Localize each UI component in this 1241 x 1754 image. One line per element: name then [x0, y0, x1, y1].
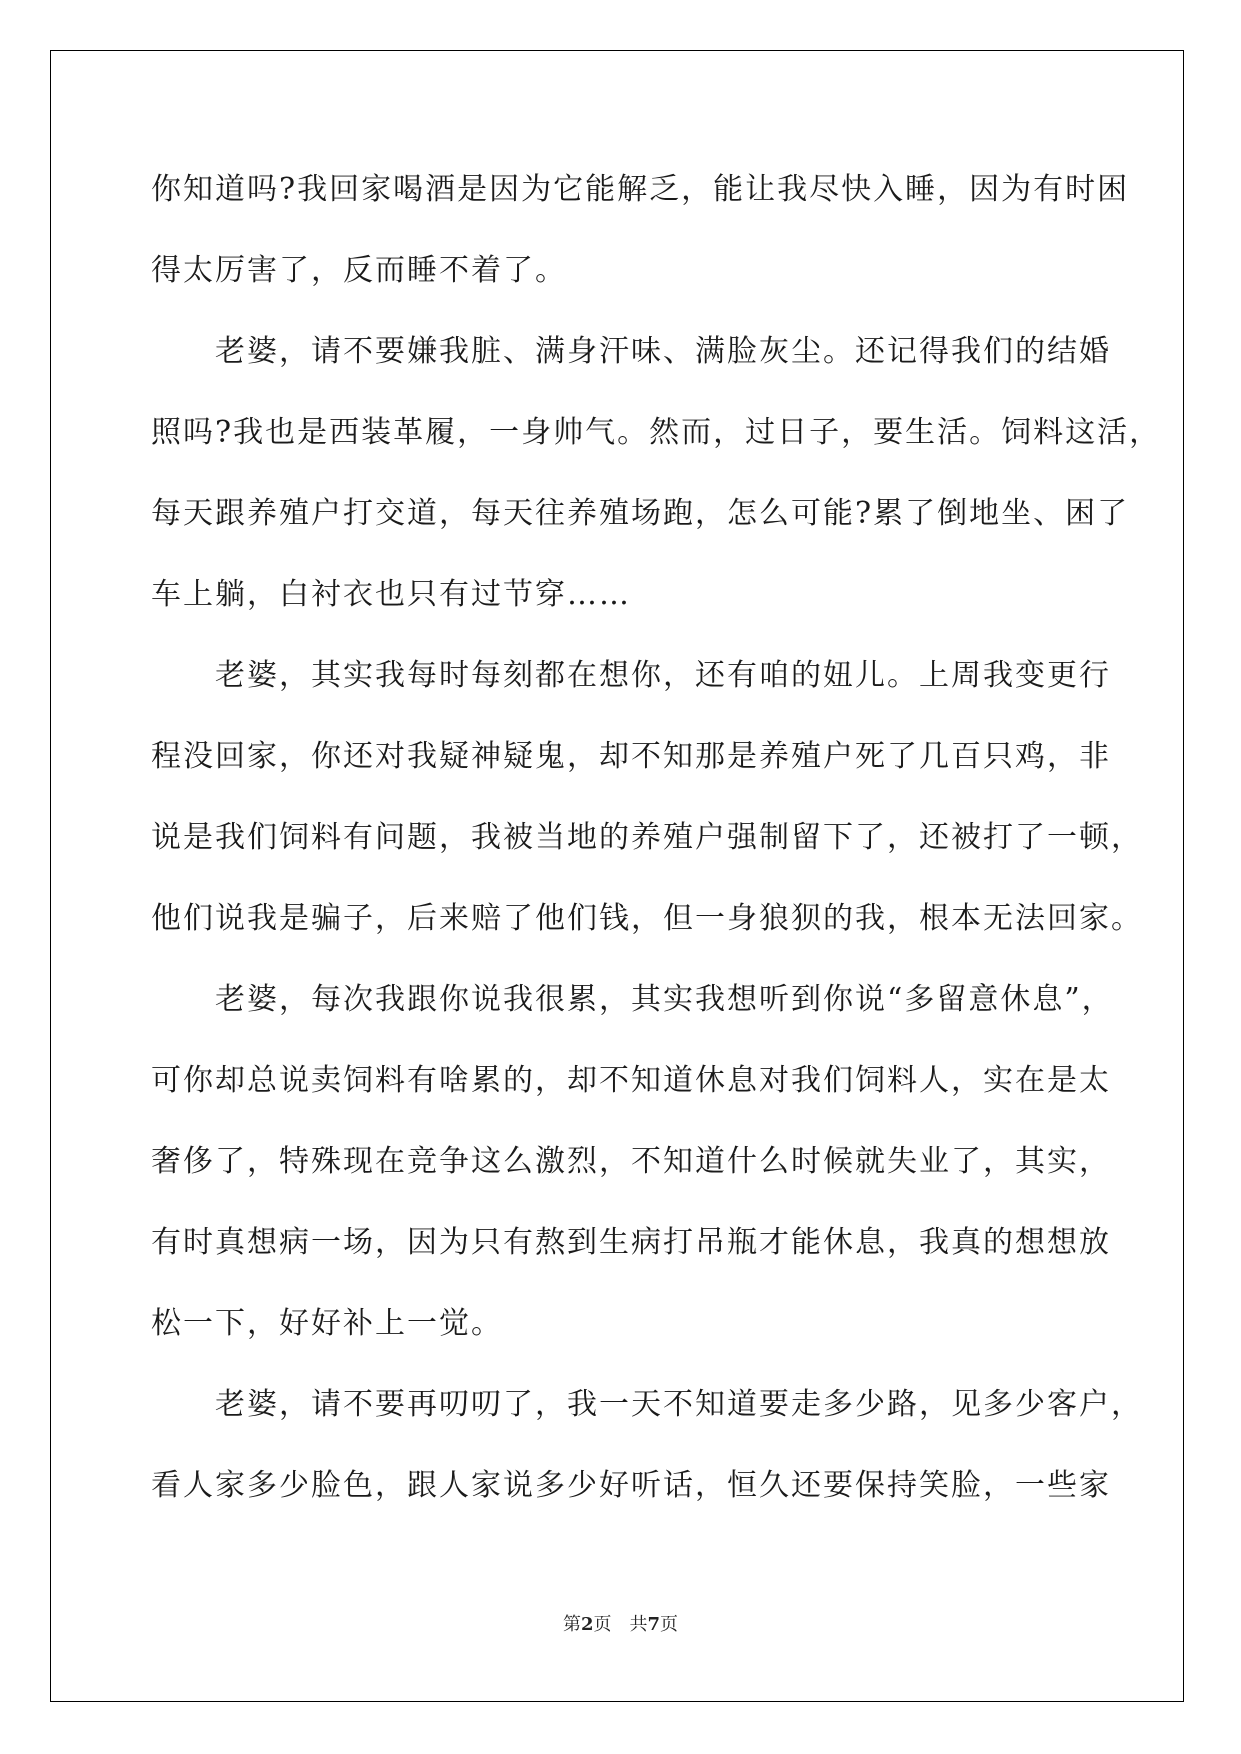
total-prefix: 共	[629, 1614, 648, 1635]
text-line: 每天跟养殖户打交道，每天往养殖场跑，怎么可能?累了倒地坐、困了	[151, 496, 1130, 531]
paragraph-start-line: 老婆，请不要再叨叨了，我一天不知道要走多少路，见多少客户，	[215, 1387, 1143, 1422]
page-prefix: 第	[562, 1614, 581, 1635]
paragraph-start-line: 老婆，请不要嫌我脏、满身汗味、满脸灰尘。还记得我们的结婚	[215, 334, 1111, 369]
current-page-number: 2	[580, 1614, 594, 1635]
text-line: 车上躺，白衬衣也只有过节穿……	[151, 577, 631, 612]
paragraph-start-line: 老婆，其实我每时每刻都在想你，还有咱的妞儿。上周我变更行	[215, 658, 1111, 693]
text-line: 可你却总说卖饲料有啥累的，却不知道休息对我们饲料人，实在是太	[151, 1063, 1111, 1098]
text-line: 说是我们饲料有问题，我被当地的养殖户强制留下了，还被打了一顿，	[151, 820, 1143, 855]
text-line: 程没回家，你还对我疑神疑鬼，却不知那是养殖户死了几百只鸡，非	[151, 739, 1111, 774]
text-line: 得太厉害了，反而睡不着了。	[151, 253, 567, 288]
text-line: 他们说我是骗子，后来赔了他们钱，但一身狼狈的我，根本无法回家。	[151, 901, 1143, 936]
page-footer	[0, 1610, 1241, 1636]
text-line: 看人家多少脸色，跟人家说多少好听话，恒久还要保持笑脸，一些家	[151, 1468, 1111, 1503]
text-line: 奢侈了，特殊现在竞争这么激烈，不知道什么时候就失业了，其实，	[151, 1144, 1111, 1179]
text-line: 有时真想病一场，因为只有熬到生病打吊瓶才能休息，我真的想想放	[151, 1225, 1111, 1260]
text-line: 松一下，好好补上一觉。	[151, 1306, 503, 1341]
page-suffix: 页	[593, 1614, 612, 1635]
total-pages-number: 7	[647, 1614, 661, 1635]
total-suffix: 页	[660, 1614, 679, 1635]
text-line: 你知道吗?我回家喝酒是因为它能解乏，能让我尽快入睡，因为有时困	[151, 172, 1130, 207]
paragraph-start-line: 老婆，每次我跟你说我很累，其实我想听到你说“多留意休息”，	[215, 982, 1114, 1017]
text-line: 照吗?我也是西装革履，一身帅气。然而，过日子，要生活。饲料这活，	[151, 415, 1162, 450]
document-body	[151, 160, 1162, 1537]
